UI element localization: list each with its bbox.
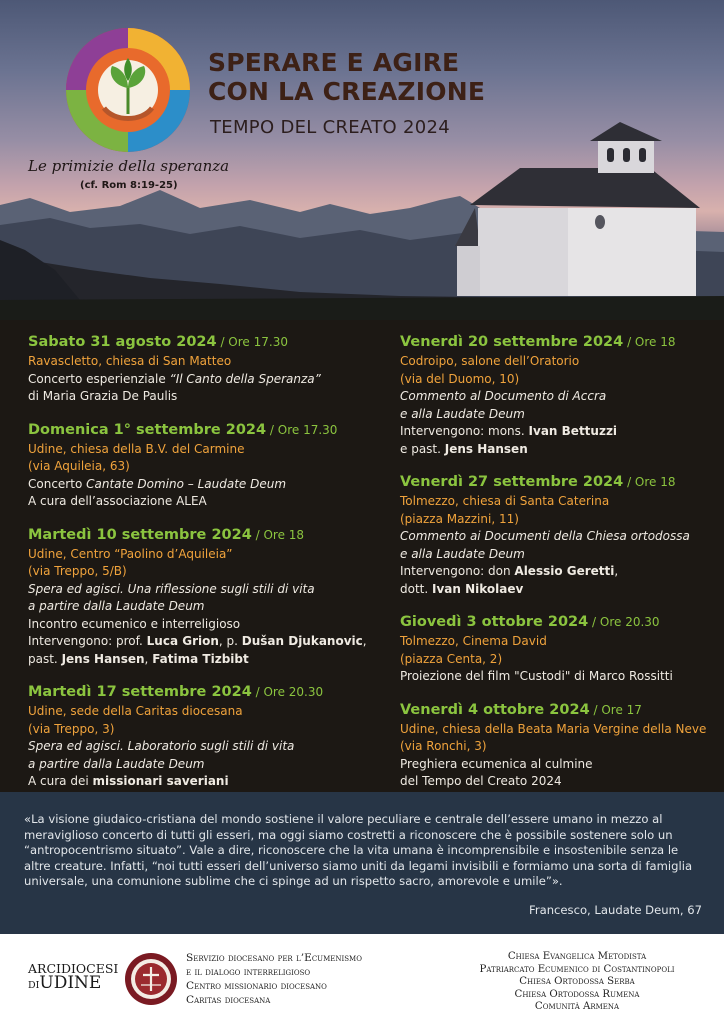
event-date: Venerdì 4 ottobre 2024 [400,701,590,718]
header-photo [0,0,724,320]
event-text: Intervengono: mons. [400,424,529,438]
speaker-name: Fatima Tizbibt [152,651,249,666]
event-text: Concerto esperienziale [28,371,170,386]
event-text: “Il Canto della Speranza” [169,371,321,386]
event-date: Sabato 31 agosto 2024 [28,334,217,350]
event-heading [28,330,373,353]
event-text: e past. [400,441,445,456]
event-description-line [28,371,373,389]
event-description-line [400,756,720,774]
event-text: del Tempo del Creato 2024 [400,774,562,788]
event-block [28,330,373,406]
event-text: a partire dalla Laudate Deum [28,756,205,771]
event-description-line [28,616,373,634]
quote-box [0,792,724,934]
event-date: Martedì 17 settembre 2024 [28,684,252,700]
event-heading [28,418,373,441]
event-description-line [28,476,373,494]
event-date: Venerdì 20 settembre 2024 [400,334,624,350]
event-description-line [28,738,373,756]
event-description-line [28,388,373,406]
event-location: Tolmezzo, chiesa di Santa Caterina [400,494,610,508]
event-location: (via Aquileia, 63) [28,459,130,473]
event-description-line [400,423,720,441]
speaker-name: Ivan Nikolaev [432,581,524,596]
event-text: Concerto [28,476,87,491]
speaker-name: missionari saveriani [92,774,229,788]
event-block [400,470,720,598]
event-location: Tolmezzo, Cinema David [400,634,547,648]
event-date: Giovedì 3 ottobre 2024 [400,614,589,630]
event-description-line [28,581,373,599]
event-description-line [400,528,720,546]
event-time: / Ore 18 [623,335,676,349]
event-time: / Ore 18 [623,475,676,489]
event-text: e alla Laudate Deum [400,546,525,561]
archdiocese-logo-text: ARCIDIOCESI DIUDINE [28,961,119,993]
poster-subtitle: TEMPO DEL CREATO 2024 [210,117,450,138]
event-block [28,418,373,511]
speaker-name: Ivan Bettuzzi [528,424,618,438]
event-text: Incontro ecumenico e interreligioso [28,616,241,631]
speaker-name: Jens Hansen [444,441,528,456]
event-block [400,698,720,791]
event-location: (via Ronchi, 3) [400,739,487,753]
event-location: (piazza Centa, 2) [400,651,503,666]
event-text: , p. [218,634,242,648]
event-text: Intervengono: prof. [28,634,147,648]
event-time: / Ore 18 [251,527,305,542]
event-location: Ravascletto, chiesa di San Matteo [28,354,232,368]
event-time: / Ore 17.30 [216,335,288,349]
event-text: Spera ed agisci. Una riflessione sugli stili di vita [28,581,315,596]
event-location: (via Treppo, 3) [28,721,115,736]
event-heading [400,698,720,721]
event-text: , [362,634,367,648]
event-description-line [28,773,373,791]
event-text: , [614,564,619,578]
event-description-line [28,633,373,651]
event-text: , [144,651,153,666]
event-description-line [400,773,720,791]
event-description-line [400,441,720,459]
event-text: Spera ed agisci. Laboratorio sugli stili di vita [28,739,295,753]
speaker-name: Dušan Djukanovic [241,634,363,648]
event-description-line [28,756,373,774]
event-block [28,523,373,669]
event-text: Commento ai Documenti della Chiesa ortodossa [400,529,690,543]
event-text: past. [28,651,62,666]
event-text: e alla Laudate Deum [400,406,525,421]
events-column-left [28,330,373,803]
event-description-line [400,668,720,686]
event-text: Proiezione del film "Custodi" di Marco Rossitti [400,669,673,683]
event-heading [400,330,720,353]
event-text: Preghiera ecumenica al culmine [400,756,593,771]
events-program [0,320,724,792]
event-time: / Ore 17 [589,702,642,717]
event-time: / Ore 17.30 [266,422,338,437]
speaker-name: Jens Hansen [61,651,145,666]
event-text: A cura dei [28,774,93,788]
event-description-line [28,493,373,511]
event-location: (via Treppo, 5/B) [28,564,127,578]
event-description-line [400,563,720,581]
event-location: (piazza Mazzini, 11) [400,511,519,526]
event-description-line [400,546,720,564]
event-text: Intervengono: don [400,564,515,578]
event-time: / Ore 20.30 [588,615,660,629]
motto-reference: (cf. Rom 8:19-25) [80,180,178,191]
event-description-line [28,598,373,616]
event-location: Udine, chiesa della B.V. del Carmine [28,441,245,456]
event-heading [28,523,373,546]
chapel-silhouette [455,122,700,296]
speaker-name: Alessio Geretti [514,564,615,578]
quote-text: «La visione giudaico-cristiana del mondo sostiene il valore peculiare e centrale dell’essere umano in mezzo al meraviglioso concerto di tutti gli esseri, ma oggi siamo costretti a riconoscere che è possibile sostenere solo un “antropocentrismo situato”. Vale a dire, riconoscere che la vita umana è incomprensibile e insostenibile senza le altre creature. Infatti, “noi tutti esseri dell’universo siamo uniti da legami invisibili e formiamo una sorta di famiglia universale, una comunione sublime che ci spinge ad un rispetto sacro, amorevole e umile”». [24,812,693,889]
event-date: Venerdì 27 settembre 2024 [400,474,624,490]
event-location: (via del Duomo, 10) [400,371,520,386]
event-block [28,680,373,791]
event-heading [28,680,373,703]
events-column-right [400,330,720,803]
event-text: a partire dalla Laudate Deum [28,599,205,613]
quote-source: Francesco, Laudate Deum, 67 [529,903,702,917]
event-date: Domenica 1° settembre 2024 [28,421,267,438]
event-text: di Maria Grazia De Paulis [28,389,178,403]
event-location: Udine, Centro “Paolino d’Aquileia” [28,546,233,561]
event-text: Cantate Domino – Laudate Deum [86,476,287,491]
event-text: A cura dell’associazione ALEA [28,494,207,508]
event-description-line [400,388,720,406]
speaker-name: Luca Grion [146,634,219,648]
event-date: Martedì 10 settembre 2024 [28,526,252,543]
event-description-line [28,651,373,669]
event-text: dott. [400,581,432,596]
event-block [400,330,720,458]
poster-title: SPERARE E AGIRE CON LA CREAZIONE [208,48,486,106]
event-location: Udine, chiesa della Beata Maria Vergine della Neve [400,721,707,736]
footer-organizers [0,934,724,1024]
event-description-line [400,581,720,599]
tempo-del-creato-logo [64,26,192,154]
archdiocese-seal-icon [124,952,178,1006]
partner-churches: Chiesa Evangelica Metodista Patriarcato Ecumenico di Costantinopoli Chiesa Ortodossa Serba Chiesa Ortodossa Rumena Comunità Armena [479,951,675,1012]
event-description-line [400,406,720,424]
event-heading [400,610,720,633]
event-heading [400,470,720,493]
event-time: / Ore 20.30 [251,685,324,699]
event-text: Commento al Documento di Accra [400,389,607,403]
event-location: Codroipo, salone dell’Oratorio [400,354,580,368]
event-block [400,610,720,686]
event-location: Udine, sede della Caritas diocesana [28,704,243,718]
diocesan-services: Servizio diocesano per l’Ecumenismo e il dialogo interreligioso Centro missionario diocesano Caritas diocesana [186,952,362,1006]
motto: Le primizie della speranza [28,157,230,175]
